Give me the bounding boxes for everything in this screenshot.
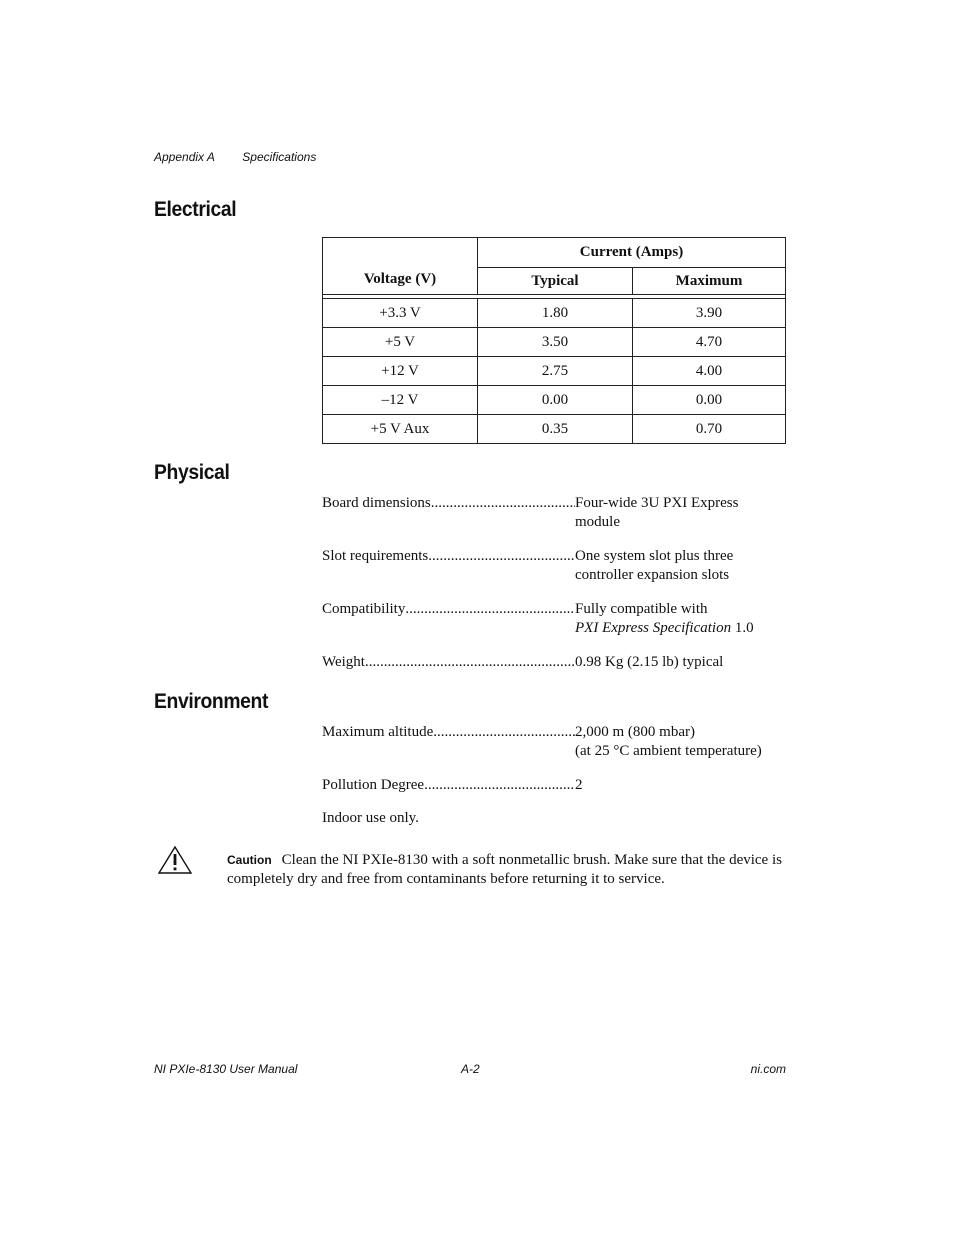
physical-heading: Physical	[154, 461, 230, 484]
spec-label: Slot requirements	[322, 548, 429, 564]
voltage-cell: +5 V	[323, 328, 478, 357]
spec-label: Pollution Degree	[322, 777, 425, 793]
maximum-cell: 3.90	[633, 299, 786, 328]
spec-board-dimensions	[322, 494, 786, 532]
spec-pollution-degree	[322, 776, 786, 795]
maximum-cell: 0.70	[633, 415, 786, 444]
environment-heading: Environment	[154, 690, 269, 713]
spec-compatibility	[322, 600, 786, 638]
spec-label: Maximum altitude	[322, 724, 434, 740]
leader-dots	[365, 653, 575, 672]
warning-triangle-icon	[158, 845, 194, 875]
spec-slot-requirements	[322, 547, 786, 585]
spec-value-cont: controller expansion slots	[575, 567, 730, 583]
table-row	[323, 415, 786, 444]
spec-value: 0.98 Kg (2.15 lb) typical	[575, 654, 724, 670]
maximum-header: Maximum	[633, 268, 786, 295]
maximum-cell: 4.00	[633, 357, 786, 386]
spec-reference: PXI Express Specification	[575, 620, 732, 636]
spec-label: Board dimensions	[322, 495, 431, 511]
table-row	[323, 328, 786, 357]
table-row	[323, 299, 786, 328]
electrical-heading: Electrical	[154, 198, 237, 221]
leader-dots	[405, 600, 575, 638]
footer-manual-title: NI PXIe-8130 User Manual	[154, 1062, 298, 1076]
voltage-header: Voltage (V)	[323, 238, 478, 295]
footer-website: ni.com	[750, 1062, 786, 1076]
spec-value-cont: module	[575, 514, 620, 530]
voltage-cell: +12 V	[323, 357, 478, 386]
table-row	[323, 357, 786, 386]
voltage-cell: +5 V Aux	[323, 415, 478, 444]
typical-cell: 3.50	[478, 328, 633, 357]
current-header: Current (Amps)	[478, 238, 786, 268]
spec-version: 1.0	[731, 620, 754, 636]
maximum-cell: 4.70	[633, 328, 786, 357]
spec-maximum-altitude	[322, 723, 786, 761]
leader-dots	[428, 547, 575, 585]
spec-label: Weight	[322, 654, 365, 670]
leader-dots	[424, 776, 575, 795]
electrical-table	[322, 237, 786, 444]
spec-value: 2	[575, 777, 583, 793]
voltage-cell: –12 V	[323, 386, 478, 415]
appendix-label: Appendix A	[154, 150, 215, 164]
typical-cell: 2.75	[478, 357, 633, 386]
spec-value: 2,000 m (800 mbar)	[575, 724, 695, 740]
section-label: Specifications	[242, 150, 317, 164]
spec-value-cont: (at 25 °C ambient temperature)	[575, 743, 762, 759]
leader-dots	[431, 494, 575, 532]
voltage-cell: +3.3 V	[323, 299, 478, 328]
spec-value: Four-wide 3U PXI Express	[575, 495, 739, 511]
leader-dots	[433, 723, 575, 761]
maximum-cell: 0.00	[633, 386, 786, 415]
spec-weight	[322, 653, 786, 672]
typical-header: Typical	[478, 268, 633, 295]
typical-cell: 0.00	[478, 386, 633, 415]
table-row	[323, 386, 786, 415]
caution-note	[227, 851, 789, 889]
typical-cell: 1.80	[478, 299, 633, 328]
spec-value: One system slot plus three	[575, 548, 734, 564]
typical-cell: 0.35	[478, 415, 633, 444]
spec-value: Fully compatible with	[575, 601, 708, 617]
indoor-use-note: Indoor use only.	[322, 810, 419, 826]
running-header	[154, 150, 340, 164]
spec-label: Compatibility	[322, 601, 406, 617]
caution-text: Clean the NI PXIe-8130 with a soft nonmetallic brush. Make sure that the device is completely dry and free from contaminants before returning it to service.	[227, 852, 782, 887]
caution-keyword: Caution	[227, 853, 272, 867]
footer-page-number: A-2	[461, 1062, 480, 1076]
